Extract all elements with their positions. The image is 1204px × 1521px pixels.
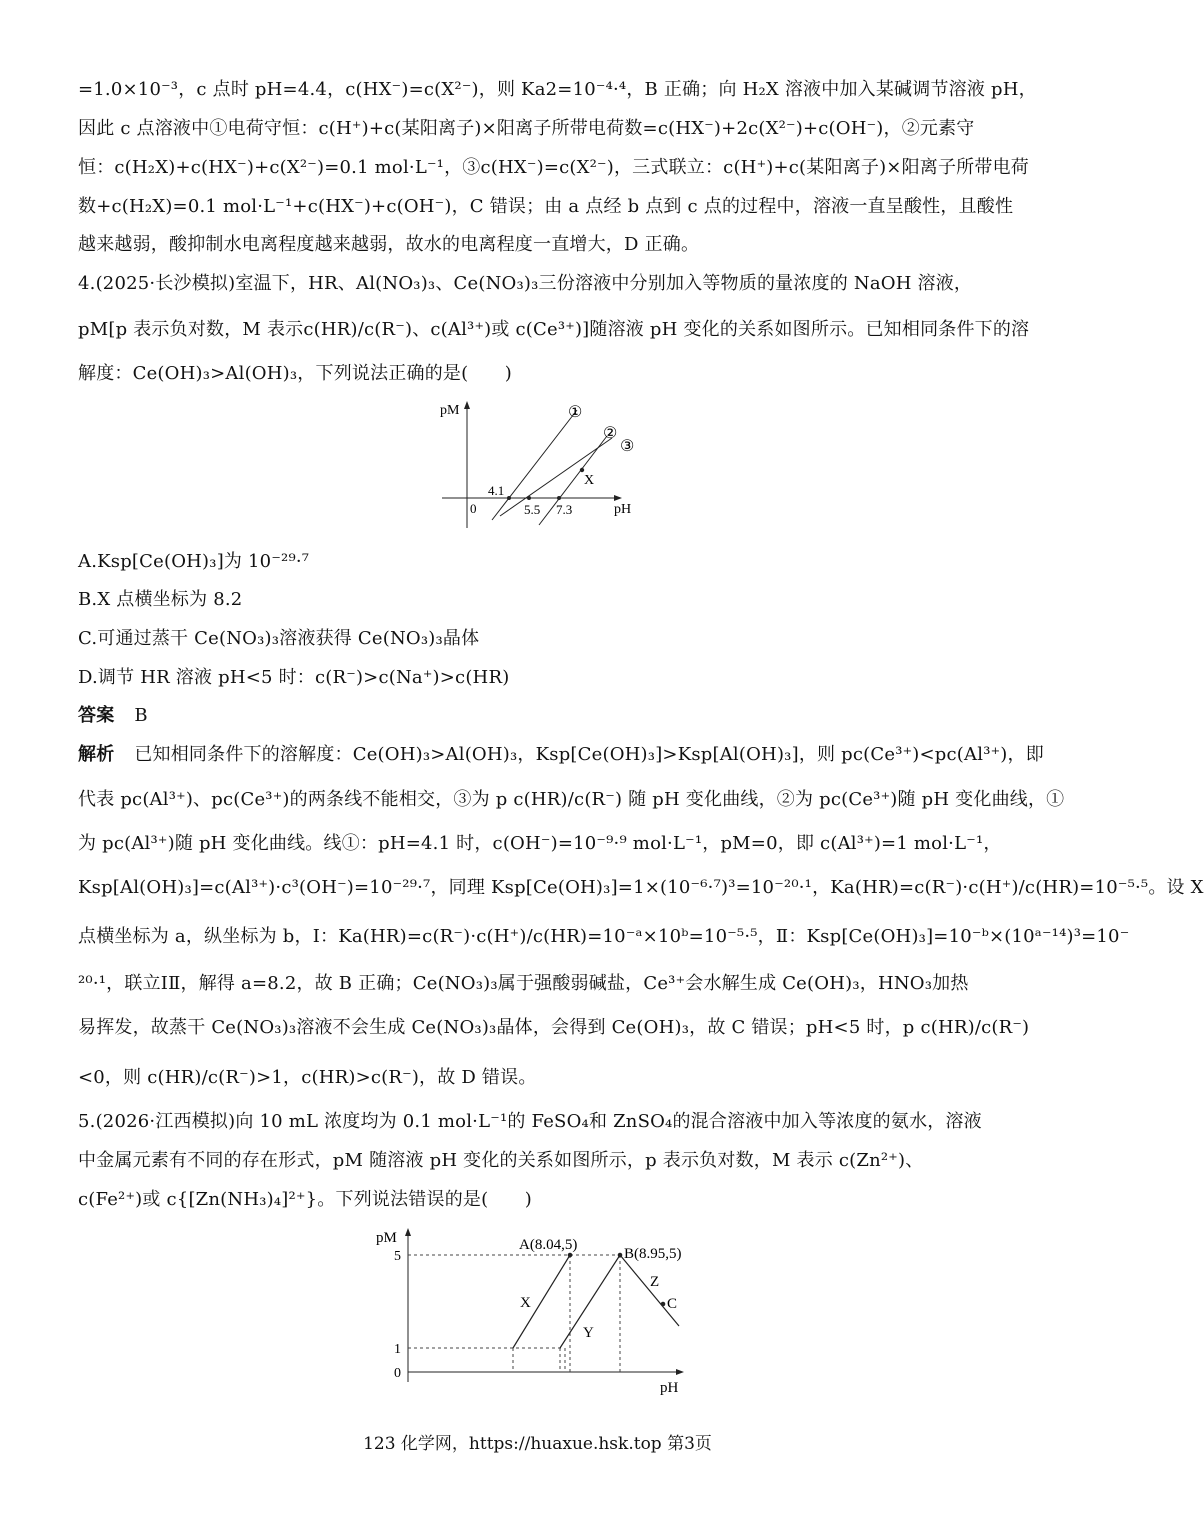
point-c-label: C [667, 1296, 678, 1312]
point-b-label: B(8.95,5) [624, 1246, 682, 1262]
point-c [661, 1302, 666, 1307]
tick-label: 5.5 [524, 502, 541, 517]
answer-value: B [134, 705, 148, 726]
origin-label: 0 [394, 1366, 401, 1381]
curve-label: X [520, 1295, 531, 1311]
page-footer: 123 化学网，https://huaxue.hsk.top 第3页 [363, 1434, 712, 1454]
answer-line [78, 704, 998, 728]
y-axis-label: pM [376, 1230, 397, 1246]
figure-2-svg [368, 1222, 698, 1397]
text-line: 因此 c 点溶液中①电荷守恒：c(H⁺)+c(某阳离子)×阳离子所带电荷数=c(HX⁻)+2c(X²⁻)+c(OH⁻)，②元素守 [78, 118, 975, 139]
x-axis-arrow [676, 1369, 684, 1375]
origin-label: 0 [470, 501, 477, 516]
figure-1 [432, 398, 652, 533]
tick-label: 4.1 [488, 483, 505, 498]
point-a [568, 1253, 573, 1258]
point-5.5 [527, 496, 531, 500]
explanation-label: 解析 [78, 744, 115, 765]
explanation-line: ²⁰·¹，联立ⅠⅡ，解得 a=8.2，故 B 正确；Ce(NO₃)₃属于强酸弱碱盐，Ce³⁺会水解生成 Ce(OH)₃，HNO₃加热 [78, 973, 969, 994]
point-x [580, 468, 584, 472]
explanation-line: 点横坐标为 a，纵坐标为 b，Ⅰ：Ka(HR)=c(R⁻)·c(H⁺)/c(HR)=10⁻ᵃ×10ᵇ=10⁻⁵·⁵，Ⅱ：Ksp[Ce(OH)₃]=10⁻ᵇ×(10ᵃ⁻¹⁴)³=10⁻ [78, 926, 1130, 947]
question-5-line: 5.(2026·江西模拟)向 10 mL 浓度均为 0.1 mol·L⁻¹的 FeSO₄和 ZnSO₄的混合溶液中加入等浓度的氨水，溶液 [78, 1111, 982, 1132]
y-axis-label: pM [440, 403, 460, 418]
curve-2 [539, 436, 607, 525]
x-axis-arrow [614, 495, 622, 501]
tick-label: 7.3 [556, 502, 573, 517]
curve-label: ① [568, 404, 583, 421]
explanation-line: 代表 pc(Al³⁺)、pc(Ce³⁺)的两条线不能相交，③为 p c(HR)/c(R⁻) 随 pH 变化曲线，②为 pc(Ce³⁺)随 pH 变化曲线，① [78, 789, 1065, 810]
text-line: 越来越弱，酸抑制水电离程度越来越弱，故水的电离程度一直增大，D 正确。 [78, 234, 700, 255]
x-axis-label: pH [614, 502, 632, 517]
figure-1-svg [432, 398, 652, 533]
option-c: C.可通过蒸干 Ce(NO₃)₃溶液获得 Ce(NO₃)₃晶体 [78, 628, 480, 649]
option-b: B.X 点横坐标为 8.2 [78, 589, 243, 610]
y-tick-label: 5 [394, 1249, 401, 1264]
option-d: D.调节 HR 溶液 pH<5 时：c(R⁻)>c(Na⁺)>c(HR) [78, 667, 510, 688]
explanation-line: <0，则 c(HR)/c(R⁻)>1，c(HR)>c(R⁻)，故 D 错误。 [78, 1067, 537, 1088]
option-a: A.Ksp[Ce(OH)₃]为 10⁻²⁹·⁷ [78, 551, 310, 572]
curve-label: Y [583, 1325, 594, 1341]
y-tick-label: 1 [394, 1342, 401, 1357]
y-axis-arrow [464, 401, 470, 409]
figure-2 [368, 1222, 698, 1397]
explanation-line: 易挥发，故蒸干 Ce(NO₃)₃溶液不会生成 Ce(NO₃)₃晶体，会得到 Ce(OH)₃，故 C 错误；pH<5 时，p c(HR)/c(R⁻) [78, 1017, 1030, 1038]
question-4-line: 4.(2025·长沙模拟)室温下，HR、Al(NO₃)₃、Ce(NO₃)₃三份溶液中分别加入等物质的量浓度的 NaOH 溶液， [78, 273, 973, 294]
point-4.1 [507, 496, 511, 500]
question-5-line: c(Fe²⁺)或 c{[Zn(NH₃)₄]²⁺}。下列说法错误的是( ) [78, 1189, 532, 1210]
y-axis-arrow [405, 1228, 411, 1236]
explanation-line [78, 743, 1044, 767]
explanation-line: 为 pc(Al³⁺)随 pH 变化曲线。线①：pH=4.1 时，c(OH⁻)=10⁻⁹·⁹ mol·L⁻¹，pM=0，即 c(Al³⁺)=1 mol·L⁻¹， [78, 833, 1002, 854]
curve-label: ② [603, 425, 618, 442]
text-line: =1.0×10⁻³，c 点时 pH=4.4，c(HX⁻)=c(X²⁻)，则 Ka2=10⁻⁴·⁴，B 正确；向 H₂X 溶液中加入某碱调节溶液 pH， [78, 79, 1037, 100]
point-a-label: A(8.04,5) [519, 1237, 578, 1253]
explanation-text: 已知相同条件下的溶解度：Ce(OH)₃>Al(OH)₃，Ksp[Ce(OH)₃]>Ksp[Al(OH)₃]，则 pc(Ce³⁺)<pc(Al³⁺)，即 [134, 744, 1044, 765]
text-line: 恒：c(H₂X)+c(HX⁻)+c(X²⁻)=0.1 mol·L⁻¹，③c(HX⁻)=c(X²⁻)，三式联立：c(H⁺)+c(某阳离子)×阳离子所带电荷 [78, 157, 1029, 178]
point-7.3 [557, 496, 561, 500]
question-5-line: 中金属元素有不同的存在形式，pM 随溶液 pH 变化的关系如图所示，p 表示负对数，M 表示 c(Zn²⁺)、 [78, 1150, 924, 1171]
curve-label: Z [650, 1274, 660, 1290]
point-b [618, 1253, 623, 1258]
curve-label: ③ [620, 438, 635, 455]
x-axis-label: pH [660, 1380, 679, 1396]
explanation-line: Ksp[Al(OH)₃]=c(Al³⁺)·c³(OH⁻)=10⁻²⁹·⁷，同理 Ksp[Ce(OH)₃]=1×(10⁻⁶·⁷)³=10⁻²⁰·¹，Ka(HR)=c(R⁻)·c(H⁺)/c(HR)=10⁻⁵·⁵。设 X [78, 877, 1204, 898]
text-line: 数+c(H₂X)=0.1 mol·L⁻¹+c(HX⁻)+c(OH⁻)，C 错误；由 a 点经 b 点到 c 点的过程中，溶液一直呈酸性，且酸性 [78, 196, 1014, 217]
point-x-label: X [584, 473, 595, 488]
answer-label: 答案 [78, 705, 115, 726]
question-4-line: pM[p 表示负对数，M 表示c(HR)/c(R⁻)、c(Al³⁺)或 c(Ce³⁺)]随溶液 pH 变化的关系如图所示。已知相同条件下的溶 [78, 319, 1030, 340]
question-4-line: 解度：Ce(OH)₃>Al(OH)₃，下列说法正确的是( ) [78, 363, 512, 384]
curve-z [620, 1255, 679, 1326]
